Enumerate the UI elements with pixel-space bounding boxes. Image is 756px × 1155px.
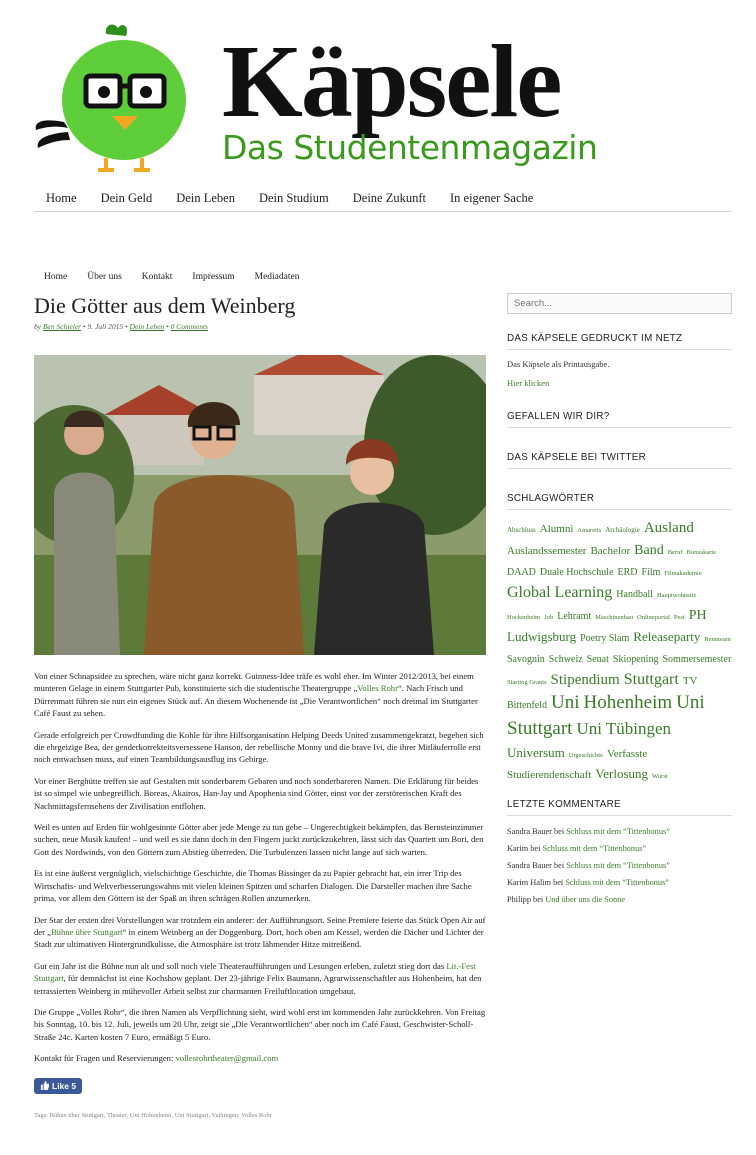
tag-cloud-item[interactable]: Urgeschichte [568,751,603,759]
article-tags: Tags: Bühne über Stuttgart, Theater, Uni Hohenheim, Uni Stuttgart, Vaihingen, Volles Rohr [34,1112,272,1120]
comment-post-link[interactable]: Schluss mit dem “Tittenbonus” [542,843,647,853]
tag-cloud-item[interactable]: Band [634,542,664,558]
comments-link[interactable]: 0 Comments [170,322,208,331]
comment-item [507,840,732,857]
sub-nav-item[interactable]: Kontakt [141,272,173,282]
comment-item [507,874,732,891]
author-link[interactable]: Ben Schieler [42,322,82,331]
tag-cloud-item[interactable]: Ausland [643,520,694,536]
sidebar [507,293,732,908]
secondary-navigation [34,269,309,285]
tag-cloud-item[interactable]: Hockenheim [507,613,541,621]
main-nav-item[interactable]: Dein Geld [100,191,153,205]
tag-cloud-item[interactable]: Rennteam [704,635,731,643]
inline-link[interactable]: Volles Rohr [357,683,398,694]
tag-cloud-item[interactable]: Auslandssemester [507,544,587,557]
comment-post-link[interactable]: Schluss mit dem “Tittenbonus” [566,860,670,870]
tags-label: Tags: [34,1112,50,1120]
meta-by-label: by [34,322,42,331]
article-paragraph [34,729,486,766]
tag-cloud-item[interactable]: Archäologie [605,526,640,534]
tag-cloud-item[interactable]: Releaseparty [633,628,701,644]
article-body [34,670,486,1065]
comment-author: Philipp [507,894,531,904]
article-paragraph [34,960,486,997]
main-nav-item[interactable]: Deine Zukunft [352,191,426,205]
article-paragraph [34,914,486,951]
article-paragraph [34,821,486,858]
comment-item [507,891,732,908]
main-nav-item[interactable]: Dein Studium [258,191,329,205]
tag-cloud-item[interactable]: DAAD [507,567,536,579]
print-link[interactable]: Hier klicken [507,378,550,388]
widget-title-twitter: DAS KÄPSELE BEI TWITTER [507,452,732,469]
meta-separator: • [123,322,130,331]
widget-title-like: GEFALLEN WIR DIR? [507,411,732,428]
tag-cloud-item[interactable]: Hohenheim [583,692,673,714]
search-input[interactable] [507,293,732,314]
comment-connector: bei [528,843,543,853]
article [34,292,486,1119]
tag-cloud-item[interactable]: PH [688,607,707,623]
paragraph-text: Von einer Schnapsidee zu sprechen, wäre nicht ganz korrekt. Guinness-Idee träfe es wohl eher. Im Winter 2012/2013, bei einem munteren Gelage in einem Stuttgarter Pub, konstituierte sich die studentische Theatergruppe „ [34,671,474,694]
site-header [34,22,734,172]
tag-cloud-item[interactable]: Wurst [652,773,668,781]
tag-link[interactable]: Vaihingen [211,1112,238,1120]
article-paragraph [34,1052,486,1064]
tag-cloud-item[interactable]: Abschluss [507,526,536,534]
tag-cloud-item[interactable]: Amaretis [577,527,602,534]
tag-cloud-item[interactable]: Poetry Slam [580,632,630,644]
tag-cloud-item[interactable]: Handball [616,589,653,601]
tag-cloud-item[interactable]: Duale Hochschule [539,567,614,579]
tag-cloud-item[interactable]: Bonuskarte [686,548,717,556]
tag-cloud-item[interactable]: Film [641,567,661,579]
paragraph-text: Gerade erfolgreich per Crowdfunding die Kohle für ihre Hilfsorganisation Helping Deeds United zusammengekratzt, begeben sich die ehrgeizige Bea, der genderkorrekteitsversessene Hanson, der rebellische Monny und die brave Ivi, die ihrer Mitläuferrolle erst noch entwachsen muss, auf einen Teambildungsausflug ins Gebirge. [34,729,484,765]
tag-link[interactable]: Bühne über Stuttgart [49,1112,104,1120]
thumbs-up-icon [40,1081,49,1090]
tag-cloud-item[interactable]: Schweiz [548,654,583,666]
tag-cloud-item[interactable]: Stipendium [550,671,620,688]
like-count-label: Like 5 [52,1080,77,1091]
bird-mascot-logo[interactable] [34,22,214,172]
paragraph-text: Gut ein Jahr ist die Bühne nun alt und soll noch viele Theateraufführungen und Lesungen erleben, zuletzt stieg dort das [34,960,447,971]
tag-cloud-item[interactable]: Beruf [667,548,683,556]
sub-nav-item[interactable]: Impressum [192,272,235,282]
comment-connector: bei [551,860,567,870]
tag-cloud-item[interactable]: Hauptwohnsitz [656,592,697,600]
paragraph-text: “ in einem Weinberg an der Doggenburg. Dort, hoch oben am Kessel, werden die Dächer und Lichter der Stadt zur ultimativen Hintergrundkulisse, die Atmosphäre ist trotz lähmender Hitze mitreißend. [34,926,484,950]
main-nav-item[interactable]: Home [46,191,77,205]
tag-cloud-item[interactable]: Bachelor [590,544,631,557]
tag-link[interactable]: Uni Stuttgart [174,1112,209,1120]
article-paragraph [34,670,486,720]
meta-separator: • [81,322,88,331]
tag-cloud-item[interactable]: Skiopening [612,654,659,666]
paragraph-text: Die Gruppe „Volles Rohr“, die ihren Namen als Verpflichtung sieht, wird wohl erst im kommenden Jahr zurückkehren. Von Freitag bis Sonntag, 10. bis 12. Juli, jeweils um 20 Uhr, zeigt sie „Die Verantwortlichen“ aber noch im Café Faust, Geschwister-Scholl-Straße 24c. Karten kosten 7 Euro, ermäßigt 5 Euro. [34,1006,486,1042]
paragraph-text: Kontakt für Fragen und Reservierungen: [34,1053,176,1064]
article-photo [34,355,486,655]
main-nav-item[interactable]: In eigener Sache [450,191,534,205]
comment-item [507,857,732,874]
comment-post-link[interactable]: Schluss mit dem “Tittenbonus” [566,826,670,836]
paragraph-text: Es ist eine äußerst vergnüglich, vielschichtige Geschichte, die Thomas Bissinger da zu Papier gebracht hat, ein irrer Trip des Wirtschafts- und Weltverbesserungswahns mit vielen kleinen Spitzen und scharfen Dialogen. Die Darsteller machen ihre Sache prima, vor allem den Göttern ist der Spaß an ihren schrägen Rollen anzumerken. [34,868,472,904]
tag-cloud-item[interactable]: Lehramt [557,610,592,622]
tag-cloud-item[interactable]: Universum [507,744,565,760]
comment-connector: bei [551,826,567,836]
tag-cloud-item[interactable]: Onlineportal [637,613,670,621]
site-title[interactable]: Käpsele [222,24,561,139]
paragraph-text: Weil es unten auf Erden für wohlgesinnte Götter aber jede Menge zu tun gebe – Ungerechtigkeit bekämpfen, das Bernsteinzimmer suchen, neue Musik kaufen! – und weil es sie dann doch in den Fingern juckt zurückzukehren, lässt sich das Quartett um Bori, den Gott des Nordwinds, von den Göttern zum Abstieg überreden. Die Turbulenzen lassen nicht lange auf sich warten. [34,822,484,857]
tag-link[interactable]: Volles Rohr [241,1112,272,1120]
article-paragraph [34,775,486,812]
comment-item [507,823,732,840]
tag-cloud-item[interactable]: Ludwigsburg [507,628,577,644]
tag-cloud-item[interactable]: Stuttgart [623,670,679,688]
comment-author: Sandra Bauer [507,826,552,836]
tag-cloud-item[interactable]: Uni [551,692,580,714]
tag-cloud-item[interactable]: Savognin [507,654,545,666]
inline-link[interactable]: Lit.-Fest Stuttgart [34,960,476,984]
site-subtitle: Das Studentenmagazin [222,128,598,167]
tag-cloud-item[interactable]: Maschinenbau [595,613,634,621]
widget-title-tags: SCHLAGWÖRTER [507,493,732,510]
tag-cloud-item[interactable]: Pest [673,613,685,621]
paragraph-text: , für demnächst ist eine Kochshow geplant. Der 23-jährige Felix Baumann, Agrarwissenschaftler aus Hohenheim, hat den terrassierten Weinberg in mühevoller Arbeit selbst zur charmanten Freiluftlocation umgebaut. [34,973,482,996]
paragraph-text: Vor einer Berghütte treffen sie auf Gestalten mit sonderbarem Gebaren und noch sonderbareren Namen. Die Erklärung für beides ist so simpel wie unbegreiflich. Boreas, Akairos, Han-Jay und Apophenia sind Götter, einst vor der zerstörerischen Kraft des Nachmittagsfernsehens der Zivilisation entflohen. [34,775,479,811]
paragraph-text: Der Star der ersten drei Vorstellungen war trotzdem ein anderer: der Aufführungsort. Seine Premiere feierte das Stück Open Air auf der „ [34,914,486,937]
post-date: 9. Juli 2015 [87,322,124,331]
tag-link[interactable]: Theater [106,1112,127,1120]
tag-cloud-item[interactable]: Bittenfeld [507,700,547,712]
comment-author: Karim [507,843,529,853]
article-paragraph [34,867,486,904]
widget-title-print: DAS KÄPSELE GEDRUCKT IM NETZ [507,333,732,350]
inline-link[interactable]: vollesrohrtheater@gmail.com [175,1053,279,1064]
sub-nav-item[interactable]: Home [44,272,68,282]
tag-cloud-item[interactable]: Senat [586,654,609,666]
facebook-like-button[interactable] [34,1078,82,1094]
comment-author: Karim Halim [507,877,552,887]
tag-cloud-item[interactable]: Alumni [539,523,574,535]
tag-link[interactable]: Uni Hohenheim [129,1112,172,1120]
inline-link[interactable]: Bühne über Stuttgart [50,926,123,937]
tag-cloud [507,517,732,785]
tag-cloud-item[interactable]: Global Learning [507,584,613,602]
paragraph-text: “. Nach Frisch und Dürrenmatt führen sie nun ein eigenes Stück auf. An diesem Wochenende ist „Die Verantwortlichen“ noch dreimal im Stuttgarter Café Faust zu sehen. [34,683,478,719]
main-nav-item[interactable]: Dein Leben [176,191,235,205]
sub-nav-item[interactable]: Über uns [87,272,122,282]
article-meta [34,322,486,331]
comment-connector: bei [530,894,546,904]
tag-cloud-item[interactable]: Verfasste Studierendenschaft [507,747,648,782]
comment-connector: bei [551,877,566,887]
tag-cloud-item[interactable]: TV [682,674,698,687]
tag-cloud-item[interactable]: Uni Stuttgart [507,692,705,739]
meta-separator: • [164,322,171,331]
sub-nav-item[interactable]: Mediadaten [254,272,300,282]
comment-post-link[interactable]: Und über uns die Sonne [545,894,626,904]
tag-cloud-item[interactable]: Starting Grants [507,678,547,686]
comment-author: Sandra Bauer [507,860,552,870]
tag-cloud-item[interactable]: ERD [617,567,638,579]
article-paragraph [34,1006,486,1043]
print-widget-text [507,358,732,389]
article-title[interactable]: Die Götter aus dem Weinberg [34,293,296,318]
widget-title-comments: LETZTE KOMMENTARE [507,799,732,816]
tag-cloud-item[interactable]: Filmakademie [664,570,702,578]
recent-comments-list [507,823,732,908]
comment-post-link[interactable]: Schluss mit dem “Tittenbonus” [565,877,669,887]
main-navigation [34,186,732,212]
print-description: Das Käpsele als Printausgabe. [507,359,610,369]
tag-cloud-item[interactable]: Sommersemester [662,654,732,666]
tag-cloud-item[interactable]: Job [544,613,554,621]
tag-cloud-item[interactable]: Uni Tübingen [576,718,672,738]
category-link[interactable]: Dein Leben [129,322,165,331]
tag-cloud-item[interactable]: Verlosung [595,766,649,782]
